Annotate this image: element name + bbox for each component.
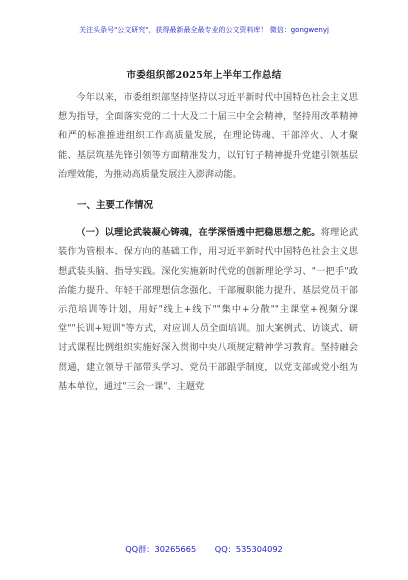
subsection-paragraph <box>58 223 358 396</box>
document-body <box>58 88 358 396</box>
document-title: 市委组织部2025年上半年工作总结 <box>126 70 282 81</box>
page-footer <box>0 544 408 555</box>
header-banner: 关注头条号"公文研究"，获得最新最全最专业的公文资料库！ 微信：gongwenyj <box>79 26 329 34</box>
intro-paragraph: 今年以来，市委组织部坚持坚持以习近平新时代中国特色社会主义思想为指导，全面落实党的二十大及二十届三中全会精神，坚持用改革精神和严的标准推进组织工作高质量发展，在理论铸魂、干部淬火、人才聚能、基层筑基先锋引领等方面精准发力，以钉钉子精神提升党建引领基层治理效能，为推动高质量发展注入澎湃动能。 <box>58 92 358 180</box>
subsection-body: 将理论武装作为管根本、保方向的基础工作，用习近平新时代中国特色社会主义思想武装头脑、指导实践。深化实施新时代党的创新理论学习、"一把手"政治能力提升、年轻干部理想信念强化、干部履职能力提升、基层党员干部示范培训等计划，用好"线上+线下""集中+分散""主课堂+视频分课堂""长训+短训"等方式，对应训人员全面培训。加大案例式、访谈式、研讨式课程比例组织实施好深入贯彻中央八项规定精神学习教育。坚持融会贯通，建立领导干部带头学习、党员干部跟学制度，以党支部或党小组为基本单位，通过"三会一课"、主题党 <box>58 227 359 392</box>
qq-group-number: QQ群：30265665 <box>125 544 197 554</box>
section-heading: 一、主要工作情况 <box>77 200 154 212</box>
subsection-heading: （一）以理论武装凝心铸魂，在学深悟透中把稳思想之舵。 <box>76 227 321 239</box>
qq-number: QQ：535304092 <box>214 544 283 554</box>
